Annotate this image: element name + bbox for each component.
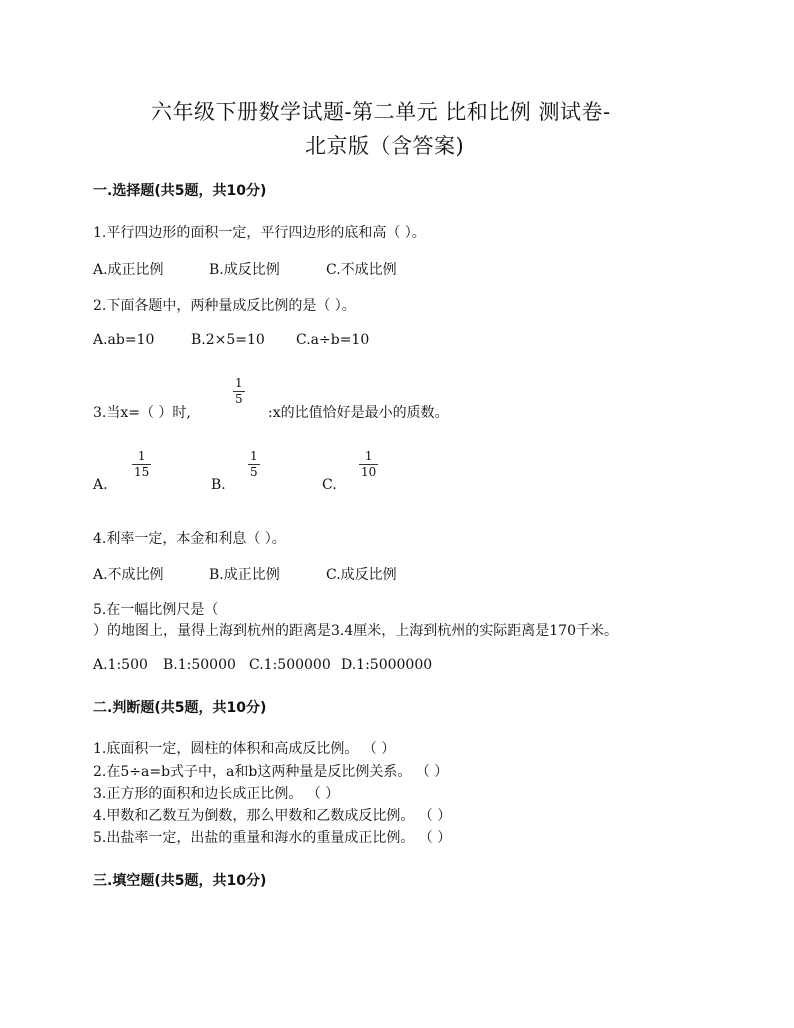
question-3-option-a-fraction (132, 450, 151, 479)
tf-question-1: 1.底面积一定，圆柱的体积和高成反比例。 （ ） (93, 741, 396, 757)
question-3-option-c: C. (322, 477, 337, 493)
question-3-prefix: 3.当x=（ ）时, (93, 405, 191, 421)
question-3-suffix: :x的比值恰好是最小的质数。 (268, 405, 449, 421)
fraction-denominator: 10 (361, 465, 377, 479)
fraction-numerator: 1 (250, 449, 258, 463)
question-4-option-a: A.不成比例 (93, 567, 164, 583)
question-1-option-a: A.成正比例 (93, 262, 164, 278)
fraction-numerator: 1 (364, 449, 373, 463)
page-title-line1: 六年级下册数学试题-第二单元 比和比例 测试卷- (151, 100, 611, 124)
tf-question-3: 3.正方形的面积和边长成正比例。 （ ） (93, 786, 340, 802)
question-5-option-d: D.1:5000000 (341, 657, 433, 673)
question-4-option-c: C.成反比例 (326, 567, 397, 583)
question-5-text-line2: ）的地图上，量得上海到杭州的距离是3.4厘米，上海到杭州的实际距离是170千米。 (93, 623, 618, 639)
question-1-option-c: C.不成比例 (326, 262, 397, 278)
question-4-option-b: B.成正比例 (209, 567, 280, 583)
question-3-fraction (233, 377, 245, 406)
fraction-denominator: 5 (235, 392, 243, 406)
question-3-option-b-fraction (248, 450, 260, 479)
section-heading-true-false: 二.判断题(共5题，共10分) (93, 700, 267, 716)
question-2-text: 2.下面各题中，两种量成反比例的是（ ）。 (93, 298, 356, 314)
question-2-option-a: A.ab=10 (93, 332, 155, 348)
question-3-option-c-fraction (359, 450, 378, 479)
question-1-text: 1.平行四边形的面积一定，平行四边形的底和高（ ）。 (93, 225, 426, 241)
fraction-denominator: 5 (250, 465, 258, 479)
section-heading-fill-in: 三.填空题(共5题，共10分) (93, 873, 267, 889)
tf-question-2: 2.在5÷a=b式子中，a和b这两种量是反比例关系。 （ ） (93, 764, 449, 780)
question-5-option-b: B.1:50000 (163, 657, 236, 673)
tf-question-5: 5.出盐率一定，出盐的重量和海水的重量成正比例。 （ ） (93, 830, 452, 846)
tf-question-4: 4.甲数和乙数互为倒数，那么甲数和乙数成反比例。 （ ） (93, 808, 452, 824)
question-5-option-a: A.1:500 (93, 657, 148, 673)
question-4-text: 4.利率一定，本金和利息（ ）。 (93, 531, 286, 547)
fraction-denominator: 15 (134, 465, 150, 479)
page-title-line2: 北京版（含答案) (305, 134, 465, 158)
section-heading-multiple-choice: 一.选择题(共5题，共10分) (93, 183, 267, 199)
question-5-text-line1: 5.在一幅比例尺是（ (93, 602, 219, 618)
question-2-option-b: B.2×5=10 (191, 332, 265, 348)
fraction-numerator: 1 (137, 449, 146, 463)
question-1-option-b: B.成反比例 (209, 262, 280, 278)
question-2-option-c: C.a÷b=10 (296, 332, 370, 348)
fraction-numerator: 1 (235, 376, 243, 390)
question-3-option-b: B. (211, 477, 226, 493)
question-3-option-a: A. (93, 477, 108, 493)
question-5-option-c: C.1:500000 (249, 657, 331, 673)
